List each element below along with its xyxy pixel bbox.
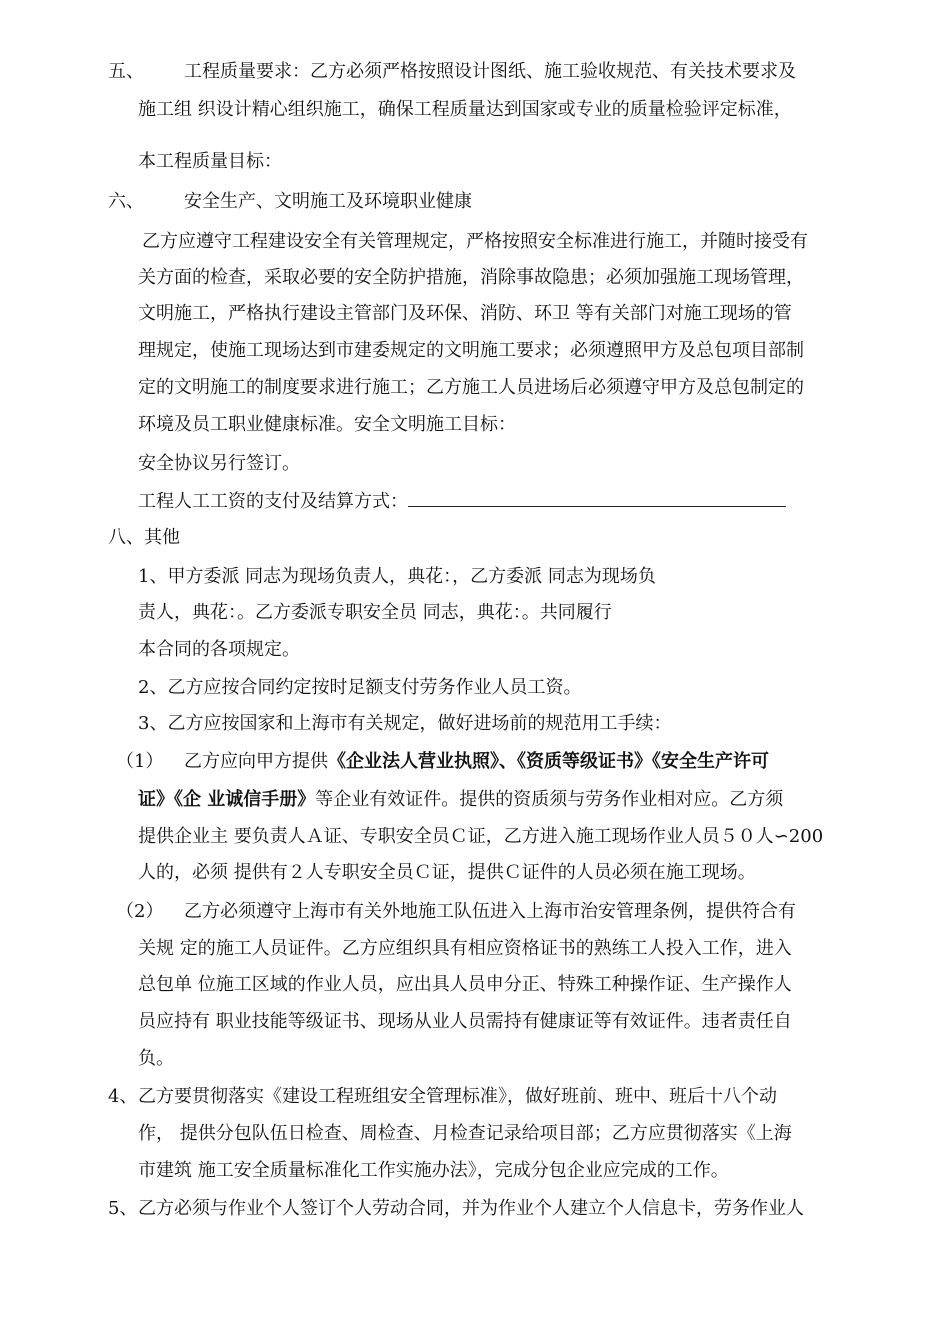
sub-2-line: 员应持有 职业技能等级证书、现场从业人员需持有健康证等有效证件。违者责任自 — [138, 1011, 792, 1032]
sub-2-line: 总包单 位施工区域的作业人员，应出具人员申分正、特殊工种操作证、生产操作人 — [138, 974, 792, 995]
sub-2-line: 负。 — [138, 1048, 174, 1069]
item-3: 3、乙方应按国家和上海市有关规定，做好进场前的规范用工手续： — [138, 713, 672, 734]
sub-2-number: （2） — [116, 901, 164, 922]
payment-blank-underline — [408, 490, 786, 507]
section-5-line-2: 施工组 织设计精心组织施工，确保工程质量达到国家或专业的质量检验评定标准， — [138, 99, 792, 120]
section-6-line: 关方面的检查，采取必要的安全防护措施，消除事故隐患；必须加强施工现场管理， — [138, 267, 804, 288]
item-4-line: 作， 提供分包队伍日检查、周检查、月检查记录给项目部；乙方应贯彻落实《上海 — [138, 1123, 792, 1144]
item-4-line: 市建筑 施工安全质量标准化工作实施办法》，完成分包企业应完成的工作。 — [138, 1160, 729, 1181]
sub-1-line-4: 人的，必须 提供有２人专职安全员Ｃ证，提供Ｃ证件的人员必须在施工现场。 — [138, 862, 756, 883]
sub-1-certificates: 《企业法人营业执照》、《资质等级证书》《安全生产许可 — [328, 751, 769, 772]
item-1-line: 本合同的各项规定。 — [138, 639, 300, 660]
item-4-number: 4、 — [108, 1086, 138, 1107]
section-6-safety-agreement: 安全协议另行签订。 — [138, 453, 300, 474]
sub-1-line-2 — [138, 788, 783, 812]
sub-2-line-1: 乙方必须遵守上海市有关外地施工队伍进入上海市治安管理条例，提供符合有 — [184, 901, 796, 922]
item-5-line: 乙方必须与作业个人签订个人劳动合同，并为作业个人建立个人信息卡，劳务作业人 — [138, 1198, 804, 1219]
section-5-number: 五、 — [108, 61, 144, 82]
item-1-line: 1、甲方委派 同志为现场负责人，典花：，乙方委派 同志为现场负 — [138, 566, 656, 587]
section-6-line: 文明施工，严格执行建设主管部门及环保、消防、环卫 等有关部门对施工现场的管 — [138, 303, 792, 324]
sub-1-number: （1） — [116, 751, 164, 772]
item-2: 2、乙方应按合同约定按时足额支付劳务作业人员工资。 — [138, 677, 582, 698]
section-5-line-1: 工程质量要求：乙方必须严格按照设计图纸、施工验收规范、有关技术要求及 — [184, 61, 796, 82]
section-6-line: 乙方应遵守工程建设安全有关管理规定，严格按照安全标准进行施工，并随时接受有 — [142, 231, 808, 252]
sub-1-text: 乙方应向甲方提供 — [184, 751, 328, 772]
section-8-title: 八、其他 — [108, 527, 180, 548]
sub-2-line: 关规 定的施工人员证件。乙方应组织具有相应资格证书的熟练工人投入工作，进入 — [138, 938, 792, 959]
section-6-line: 理规定，使施工现场达到市建委规定的文明施工要求；必须遵照甲方及总包项目部制 — [138, 340, 804, 361]
item-4-line: 乙方要贯彻落实《建设工程班组安全管理标准》，做好班前、班中、班后十八个动 — [138, 1086, 777, 1107]
payment-label: 工程人工工资的支付及结算方式： — [138, 491, 408, 512]
sub-1-line-1 — [184, 750, 769, 774]
sub-1-certificates-cont: 证》《企 业诚信手册》 — [138, 789, 316, 810]
section-6-number: 六、 — [108, 191, 144, 212]
section-6-title: 安全生产、文明施工及环境职业健康 — [184, 191, 472, 212]
section-6-line: 定的文明施工的制度要求进行施工；乙方施工人员进场后必须遵守甲方及总包制定的 — [138, 377, 804, 398]
sub-1-text-cont: 等企业有效证件。提供的资质须与劳务作业相对应。乙方须 — [315, 789, 784, 810]
section-5-quality-target: 本工程质量目标： — [138, 151, 282, 172]
section-6-payment-line — [138, 490, 786, 514]
sub-1-line-3: 提供企业主 要负责人Ａ证、专职安全员Ｃ证，乙方进入施工现场作业人员５０人∽200 — [138, 826, 824, 847]
item-5-number: 5、 — [108, 1198, 138, 1219]
section-6-line: 环境及员工职业健康标准。安全文明施工目标： — [138, 414, 516, 435]
item-1-line: 责人，典花：。乙方委派专职安全员 同志，典花：。共同履行 — [138, 602, 612, 623]
